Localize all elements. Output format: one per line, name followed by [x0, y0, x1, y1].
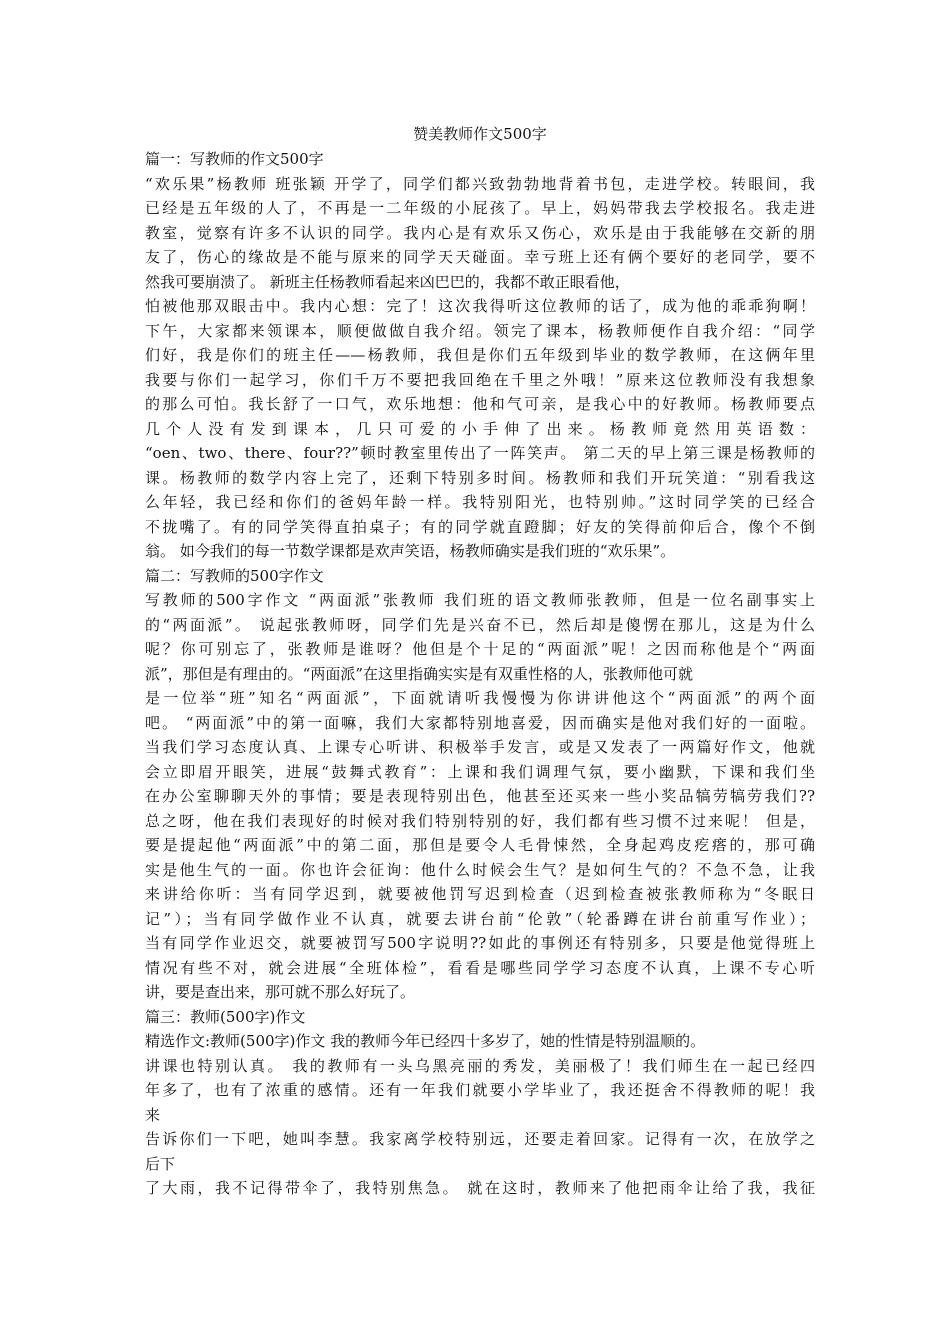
document-body: [145, 147, 815, 1201]
body-line: 在办公室聊聊天外的事情；要是表现特别出色，他甚至还买来一些小奖品犒劳犒劳我们??: [145, 787, 815, 805]
body-line: 来讲给你听：当有同学迟到，就要被他罚写迟到检查（迟到检查被张教师称为“冬眠日: [145, 885, 815, 903]
body-line: 讲课也特别认真。 我的教师有一头乌黑亮丽的秀发，美丽极了！我们师生在一起已经四: [145, 1056, 815, 1075]
body-line: 精选作文:教师(500字)作文 我的教师今年已经四十多岁了，她的性情是特别温顺的。: [145, 1032, 706, 1050]
body-line: 几个人没有发到课本，几只可爱的小手伸了出来。杨教师竟然用英语数：: [145, 419, 815, 438]
body-line: 翁。 如今我们的每一节数学课都是欢声笑语，杨教师确实是我们班的“欢乐果”。: [145, 542, 676, 560]
body-line: 下午，大家都来领课本，顺便做做自我介绍。领完了课本，杨教师便作自我介绍：“同学: [145, 321, 815, 340]
body-line: 后下: [145, 1154, 176, 1173]
body-line: 告诉你们一下吧，她叫李慧。我家离学校特别远，还要走着回家。记得有一次，在放学之: [145, 1130, 815, 1148]
body-line: 我要与你们一起学习，你们千万不要把我回绝在千里之外哦！”原来这位教师没有我想象: [145, 370, 815, 389]
body-line: 然我可要崩溃了。 新班主任杨教师看起来凶巴巴的，我都不敢正眼看他，: [145, 272, 630, 291]
body-line: 篇一：写教师的作文500字: [145, 150, 324, 168]
body-line: 情况有些不对，就会进展“全班体检”，看看是哪些同学学习态度不认真，上课不专心听: [145, 958, 815, 977]
body-line: 么年轻，我已经和你们的爸妈年龄一样。我特别阳光，也特别帅。”这时同学笑的已经合: [145, 493, 815, 511]
body-line: 要是提起他“两面派”中的第二面，那但是要令人毛骨悚然，全身起鸡皮疙瘩的，那可确: [145, 836, 815, 854]
body-line: 篇三：教师(500字)作文: [145, 1007, 306, 1026]
document-page: [145, 121, 815, 1201]
body-line: 的那么可怕。我长舒了一口气，欢乐地想：他和气可亲，是我心中的好教师。杨教师要点: [145, 395, 815, 413]
body-line: 是一位举“班”知名“两面派”，下面就请听我慢慢为你讲讲他这个“两面派”的两个面: [145, 689, 815, 707]
body-line: 怕被他那双眼击中。我内心想：完了！这次我得听这位教师的话了，成为他的乖乖狗啊！: [145, 297, 815, 315]
body-line: 已经是五年级的人了，不再是一二年级的小屁孩了。早上，妈妈带我去学校报名。我走进: [145, 199, 815, 217]
body-line: 吧。 “两面派”中的第一面嘛，我们大家都特别地喜爱，因而确实是他对我们好的一面啦。: [145, 713, 815, 732]
body-line: 讲，要是查出来，那可就不那么好玩了。: [145, 983, 416, 1001]
body-line: 总之呀，他在我们表现好的时候对我们特别特别的好，我们都有些习惯不过来呢！ 但是，: [145, 811, 815, 830]
document-title: 赞美教师作文500字: [413, 125, 547, 143]
body-line: 的“两面派”。 说起张教师呀，同学们先是兴奋不已，然后却是傻愣在那儿，这是为什么: [145, 615, 815, 634]
body-line: 教室，觉察有许多不认识的同学。我内心是有欢乐又伤心，欢乐是由于我能够在交新的朋: [145, 223, 815, 242]
body-line: 当有同学作业迟交，就要被罚写500字说明??如此的事例还有特别多，只要是他觉得班上: [145, 934, 815, 952]
body-line: 当我们学习态度认真、上课专心听讲、积极举手发言，或是又发表了一两篇好作文，他就: [145, 738, 815, 756]
body-line: 来: [145, 1105, 161, 1124]
body-line: “oen、two、there、four??”顿时教室里传出了一阵笑声。 第二天的早上第三课是杨教师的: [145, 444, 815, 462]
body-line: “欢乐果”杨教师 班张颖 开学了，同学们都兴致勃勃地背着书包，走进学校。转眼间，我: [145, 174, 815, 193]
body-line: 记”）；当有同学做作业不认真，就要去讲台前“伦敦”（轮番蹲在讲台前重写作业）；: [145, 909, 815, 928]
body-line: 友了，伤心的缘故是不能与原来的同学天天碰面。幸亏班上还有俩个要好的老同学，要不: [145, 248, 815, 266]
body-line: 会立即眉开眼笑，进展“鼓舞式教育”：上课和我们调理气氛，要小幽默，下课和我们坐: [145, 762, 815, 781]
body-line: 们好，我是你们的班主任——杨教师，我但是你们五年级到毕业的数学教师，在这俩年里: [145, 346, 815, 364]
body-line: 呢？你可别忘了，张教师是谁呀？他但是个十足的“两面派”呢！之因而称他是个“两面: [145, 640, 815, 658]
body-line: 派”，那但是有理由的。“两面派”在这里指确实实是有双重性格的人，张教师他可就: [145, 664, 694, 683]
body-line: 写教师的500字作文 “两面派”张教师 我们班的语文教师张教师，但是一位名副事实上: [145, 591, 815, 609]
body-line: 篇二：写教师的500字作文: [145, 566, 324, 585]
body-line: 实是他生气的一面。你也许会征询：他什么时候会生气？是如何生气的？不急不急，让我: [145, 860, 815, 879]
body-line: 课。杨教师的数学内容上完了，还剩下特别多时间。杨教师和我们开玩笑道：“别看我这: [145, 468, 815, 487]
body-line: 不拢嘴了。有的同学笑得直拍桌子；有的同学就直蹬脚；好友的笑得前仰后合，像个不倒: [145, 517, 815, 536]
body-line: 年多了，也有了浓重的感情。还有一年我们就要小学毕业了，我还挺舍不得教师的呢！我: [145, 1081, 815, 1099]
body-line: 了大雨，我不记得带伞了，我特别焦急。 就在这时，教师来了他把雨伞让给了我，我征: [145, 1179, 815, 1197]
